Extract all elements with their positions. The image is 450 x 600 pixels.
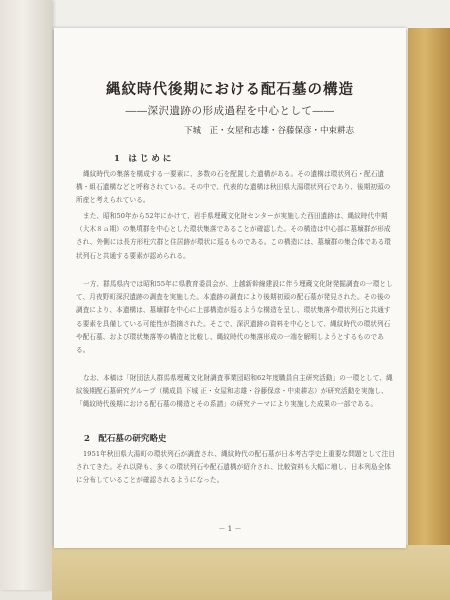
- desk-surface: [52, 545, 450, 600]
- page-number: － 1 －: [218, 525, 242, 533]
- section-heading-history: 2 配石墓の研究略史: [84, 434, 167, 444]
- document-title: 縄紋時代後期における配石墓の構造: [106, 81, 354, 98]
- background-top: [0, 0, 450, 30]
- paragraph: また、昭和50年から52年にかけて、岩手県埋蔵文化財センターが実施した西田遺跡は、縄紋時代中期（大木８ａ期）の集墳群を中心とした環状集落であることが確認した。その構造は中心部に墓壙群が形成され、外側には長方形柱穴群と住居跡が環状に巡るものである。この構造には、墓壙群の集合体である環状列石と共通する要素が認められる。: [76, 212, 391, 260]
- section-heading-introduction: 1 は じ め に: [114, 154, 172, 164]
- paragraph: 縄紋時代の集落を構成する一要素に、多数の石を配置した遺構がある。その遺構は環状列石・配石遺構・組石遺構などと呼称されている。その中で、代表的な遺構は秋田県大湯環状列石であり、後期初頭の所産と考えられている。: [76, 170, 391, 205]
- paragraph: 1951年秋田県大湯町の環状列石が調査され、縄紋時代の配石墓が日本考古学史上重要な問題として注目されてきた。それ以降も、多くの環状列石や配石遺構が紹介され、比較資料も大幅に増し、日本列島全体に分布していることが確認されるようになった。: [76, 450, 396, 485]
- previous-page-edge: [0, 0, 52, 590]
- document-subtitle: ――深沢遺跡の形成過程を中心として――: [125, 105, 335, 117]
- paragraph: なお、本稿は「財団法人群馬県埋蔵文化財調査事業団昭和62年度職員自主研究活動」の一環として、縄紋後期配石墓研究グループ（構成員 下城 正・女屋和志雄・谷藤保彦・中束耕志）が研究活動を実施し、「縄紋時代後期における配石墓の構造とその系譜」の研究テーマにより実施した成果の一部である。: [76, 374, 393, 409]
- binder-cover-edge: [408, 28, 450, 548]
- document-page: [54, 28, 406, 548]
- paragraph: 一方、群馬県内では昭和55年に県教育委員会が、上越新幹線建設に伴う埋蔵文化財発掘調査の一環として、月夜野町深沢遺跡の調査を実施した。本遺跡の調査により後期初頭の配石墓が発見された。その後の調査により、本遺構は、墓壙群を中心に上部構造が巡るような構造を呈し、環状集落や環状列石と共通する要素を具備している可能性が指摘された。そこで、深沢遺跡の資料を中心として、縄紋時代の環状列石や配石墓、および環状集落等の構造と比較し、縄紋時代の集落形成の一端を解明しようとするものである。: [76, 280, 393, 355]
- document-authors: 下城 正・女屋和志雄・谷藤保彦・中束耕志: [183, 126, 354, 136]
